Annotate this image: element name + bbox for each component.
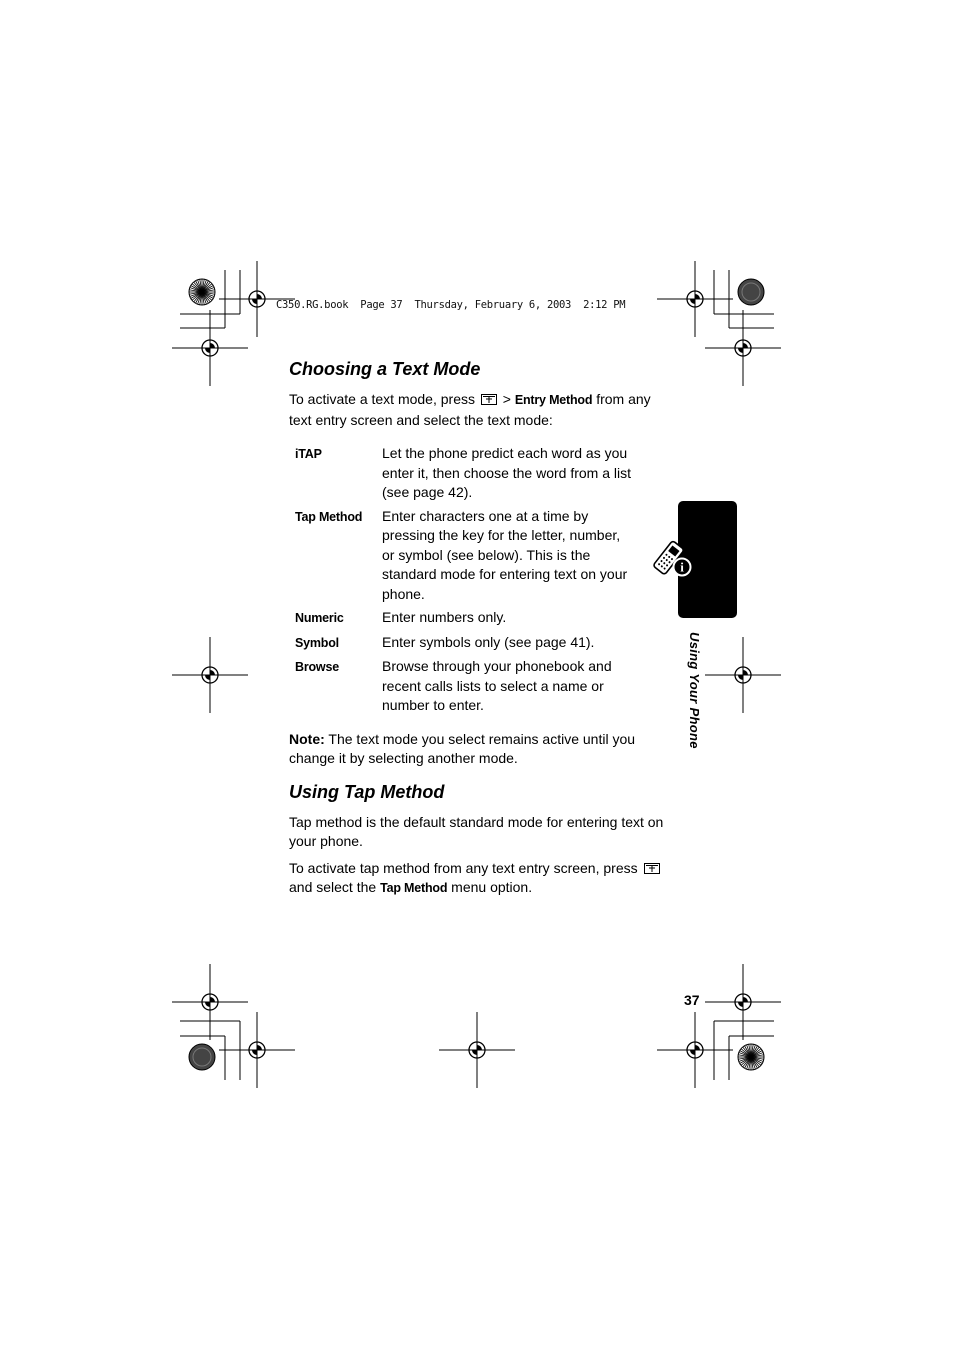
section-title-choosing-text-mode: Choosing a Text Mode	[289, 359, 481, 379]
registration-target	[705, 637, 781, 713]
mode-term: Symbol	[295, 635, 339, 650]
mode-description: Enter symbols only (see page 41).	[382, 633, 595, 650]
svg-text:i: i	[680, 559, 684, 575]
tap-method-menu-item: Tap Method	[380, 881, 448, 895]
registration-target	[439, 1012, 515, 1088]
mode-term: Browse	[295, 660, 339, 674]
mode-row-itap	[295, 444, 669, 503]
entry-method-menu-item: Entry Method	[514, 393, 593, 407]
mode-row-browse	[295, 657, 669, 716]
para2-text-middle: and select the	[289, 879, 377, 895]
mode-term: iTAP	[295, 447, 322, 461]
para2-text-after: menu option.	[451, 879, 533, 895]
side-tab-label: Using Your Phone	[687, 632, 702, 749]
registration-target	[172, 964, 248, 1040]
intro-text-after: from any text entry screen and select the text mode:	[289, 391, 651, 428]
print-header: C350.RG.book Page 37 Thursday, February 6, 2003 2:12 PM	[276, 299, 626, 311]
registration-target	[657, 261, 733, 337]
mode-description: Let the phone predict each word as you enter it, then choose the word from a list (see page 42).	[382, 445, 632, 500]
mode-row-tap-method	[295, 507, 669, 605]
mode-description: Enter numbers only.	[382, 609, 507, 625]
registration-target	[705, 964, 781, 1040]
registration-target	[172, 310, 248, 386]
section-title-using-tap-method: Using Tap Method	[289, 781, 445, 802]
registration-starburst	[189, 279, 215, 305]
para2-text-before: To activate tap method from any text entry screen, press	[289, 859, 638, 876]
text-mode-list	[295, 444, 669, 716]
mode-term: Tap Method	[295, 509, 363, 524]
note-text: The text mode you select remains active until you change it by selecting another mode.	[289, 730, 636, 766]
note-paragraph	[289, 730, 669, 769]
menu-key-icon	[481, 394, 497, 405]
phone-info-icon	[649, 536, 695, 582]
registration-target	[657, 1012, 733, 1088]
mode-row-numeric	[295, 608, 669, 629]
intro-text-before: To activate a text mode, press	[289, 391, 475, 407]
mode-term: Numeric	[295, 611, 344, 625]
menu-key-icon	[644, 863, 660, 874]
registration-disc	[189, 1044, 215, 1070]
note-label: Note:	[289, 730, 325, 747]
registration-target	[172, 637, 248, 713]
mode-row-symbol	[295, 633, 669, 654]
mode-description: Browse through your phonebook and recent calls lists to select a name or number to enter.	[382, 658, 612, 713]
tap-method-paragraph-2	[289, 859, 669, 899]
registration-target	[219, 1012, 295, 1088]
registration-starburst	[738, 1044, 764, 1070]
mode-description: Enter characters one at a time by pressing the key for the letter, number, or symbol (see below). This is the standard mode for entering text on your phone.	[382, 507, 628, 602]
registration-disc	[738, 279, 764, 305]
intro-gt: >	[502, 391, 511, 407]
tap-method-paragraph-1: Tap method is the default standard mode for entering text on your phone.	[289, 813, 664, 849]
page-number: 37	[684, 992, 700, 1008]
main-content	[289, 356, 669, 899]
registration-target	[705, 310, 781, 386]
intro-paragraph	[289, 390, 669, 430]
